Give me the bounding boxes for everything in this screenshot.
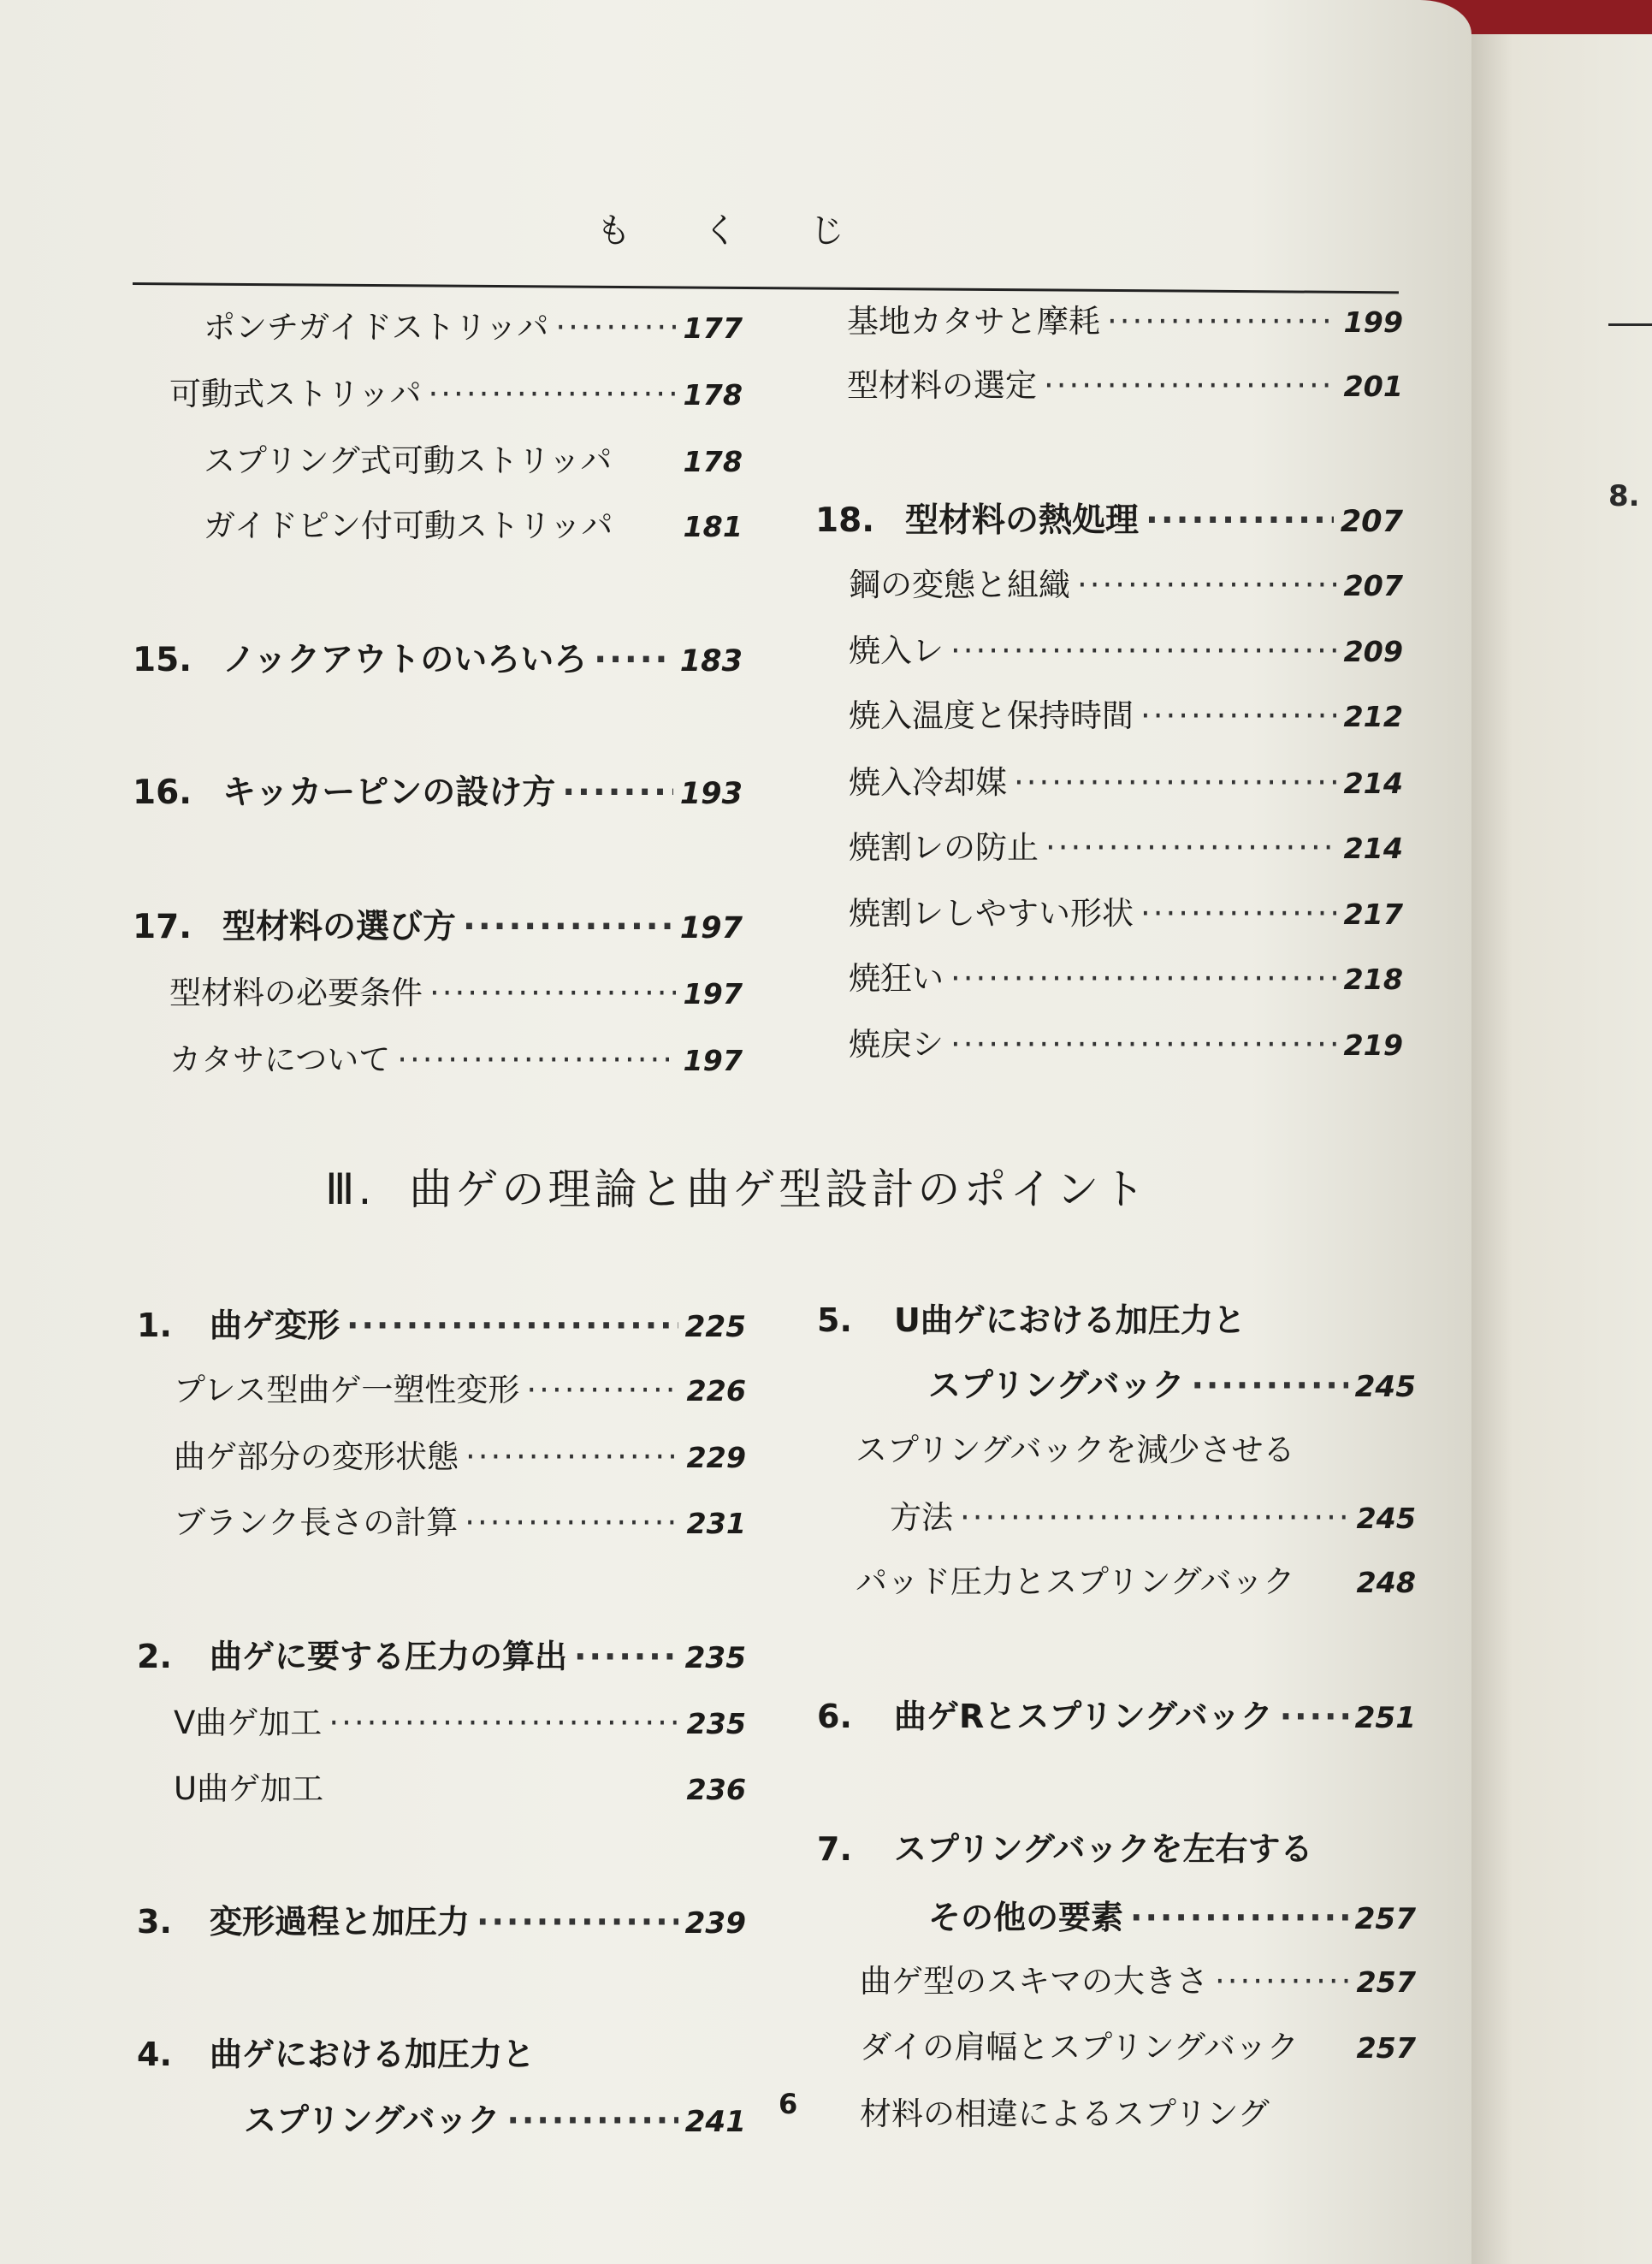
leader-dots [950,1026,1336,1063]
toc-label: キッカーピンの設け方 [222,773,556,812]
toc-label: 焼戻シ [849,1026,944,1063]
toc-entry [856,1424,1416,1470]
adjacent-page [1446,34,1652,2264]
chapter-number: 16. [133,773,192,812]
toc-label: カタサについて [169,1041,391,1078]
toc-page-number: 178 [683,378,743,412]
toc-label: スプリング式可動ストリッパ [204,442,613,479]
section-title [325,1155,1148,1217]
toc-label: 可動式ストリッパ [169,376,422,412]
toc-label: 方法 [890,1499,953,1536]
leader-dots [526,1372,679,1408]
leader-dots [950,960,1336,997]
toc-page-number: 207 [1340,504,1403,539]
toc-entry [849,821,1403,868]
chapter-number: 2. [137,1638,172,1675]
toc-entry [849,756,1403,803]
toc-page-number: 257 [1356,2031,1416,2065]
toc-chapter-entry [137,1299,746,1346]
toc-page-number: 181 [683,510,743,543]
toc-page-number: 214 [1343,767,1403,800]
toc-entry [204,500,743,546]
toc-entry [860,2088,1416,2134]
toc-label: U曲ゲにおける加圧力と [894,1301,1246,1339]
leader-dots [1130,1899,1348,1936]
leader-dots [1107,303,1336,340]
toc-page-number: 183 [679,643,743,679]
toc-label: V曲ゲ加工 [174,1704,323,1741]
toc-label: U曲ゲ加工 [174,1770,324,1807]
toc-label: ポンチガイドストリッパ [204,309,549,346]
toc-entry [169,368,743,414]
toc-page-number: 257 [1356,1965,1416,1999]
toc-label: 焼割レしやすい形状 [849,895,1134,932]
chapter-number: 1. [137,1307,172,1344]
toc-label: 曲ゲ部分の変形状態 [174,1438,459,1475]
toc-page-number: 199 [1343,305,1403,339]
toc-chapter-entry [815,494,1403,542]
toc-entry [849,952,1403,999]
toc-label: 焼入冷却媒 [849,764,1007,801]
toc-entry [849,1018,1403,1064]
leader-dots [1045,829,1336,866]
toc-label: 型材料の必要条件 [169,975,423,1011]
toc-label: ノックアウトのいろいろ [222,641,588,679]
toc-label: 型材料の熱処理 [905,501,1140,540]
toc-label: スプリングバック [928,1366,1185,1404]
toc-entry-continuation [928,1359,1416,1406]
leader-dots [555,309,676,346]
toc-entry [860,2021,1416,2067]
toc-label: 焼入温度と保持時間 [849,697,1134,734]
toc-chapter-entry [137,1630,746,1677]
toc-entry [174,1431,746,1477]
toc-entry [860,1955,1416,2001]
toc-chapter-entry [137,1895,746,1942]
toc-chapter-entry [133,766,743,814]
toc-page-number: 229 [686,1441,746,1474]
leader-dots [594,641,672,679]
toc-chapter-entry [137,2028,746,2075]
toc-entry [856,1556,1416,1602]
toc-chapter-entry [133,633,743,681]
leader-dots [1140,895,1336,932]
toc-page-number: 214 [1343,832,1403,865]
leader-dots [950,632,1336,669]
toc-entry [169,967,743,1013]
toc-entry-continuation [890,1491,1416,1538]
toc-entry [174,1763,746,1809]
toc-page-number: 197 [683,977,743,1011]
toc-page-number: 226 [686,1374,746,1408]
toc-page-number: 251 [1354,1701,1416,1735]
leader-dots [346,1307,678,1344]
adjacent-page-number-fragment: 8. [1608,479,1640,513]
section-heading: 曲ゲの理論と曲ゲ型設計のポイント [409,1165,1149,1214]
toc-label: 曲ゲ型のスキマの大きさ [860,1963,1208,2000]
toc-page-number: 212 [1343,700,1403,733]
toc-label: スプリングバックを減少させる [856,1431,1295,1468]
toc-label: 焼狂い [849,960,944,997]
leader-dots [1280,1698,1348,1735]
toc-page-number: 235 [686,1707,746,1740]
chapter-number: 17. [133,908,192,946]
chapter-number: 18. [815,501,875,540]
toc-page-number: 245 [1356,1502,1416,1535]
toc-page-number: 197 [683,1044,743,1077]
toc-page-number: 241 [684,2105,746,2139]
toc-label: スプリングバック [244,2101,500,2139]
toc-label: 材料の相違によるスプリング [860,2095,1270,2132]
leader-dots [1077,566,1336,603]
toc-page-number: 218 [1343,963,1403,996]
toc-page-number: 201 [1343,370,1403,403]
toc-page-number: 217 [1343,898,1403,931]
toc-entry [849,559,1403,605]
leader-dots [506,2101,678,2139]
toc-label: 鋼の変態と組織 [849,566,1070,603]
toc-page-number: 209 [1343,635,1403,668]
toc-label: 曲ゲ変形 [210,1307,340,1344]
leader-dots [1146,501,1334,540]
chapter-number: 3. [137,1903,172,1941]
toc-entry [169,1034,743,1080]
toc-label: 型材料の選び方 [222,908,457,946]
toc-label: 焼割レの防止 [849,829,1039,866]
leader-dots [329,1704,679,1741]
leader-dots [960,1499,1349,1536]
toc-entry [174,1364,746,1410]
leader-dots [1044,367,1336,404]
toc-page-number: 231 [686,1507,746,1540]
toc-page-number: 239 [684,1906,746,1941]
chapter-number: 4. [137,2036,172,2073]
toc-label: 曲ゲにおける加圧力と [210,2036,536,2073]
toc-label: 曲ゲに要する圧力の算出 [210,1638,568,1675]
leader-dots [562,773,673,812]
chapter-number: 15. [133,641,192,679]
toc-page-number: 207 [1343,569,1403,602]
leader-dots [1191,1366,1347,1404]
toc-page-number: 178 [683,445,743,478]
section-numeral: Ⅲ. [325,1165,376,1214]
toc-page-number: 177 [683,311,743,345]
toc-page-number: 225 [684,1310,746,1344]
toc-page-number: 236 [686,1773,746,1806]
toc-label: 焼入レ [849,632,944,669]
leader-dots [1140,697,1336,734]
adjacent-page-rule [1608,323,1652,326]
toc-page-number: 248 [1356,1566,1416,1599]
leader-dots [1014,764,1336,801]
leader-dots [1215,1963,1349,2000]
toc-label: プレス型曲ゲ一塑性変形 [174,1372,520,1408]
toc-label: パッド圧力とスプリングバック [856,1563,1295,1600]
leader-dots [465,1504,679,1541]
toc-entry [849,625,1403,671]
toc-label: 基地カタサと摩耗 [847,303,1100,340]
toc-entry [847,359,1403,406]
leader-dots [465,1438,679,1475]
toc-chapter-entry [133,900,743,948]
toc-label: スプリングバックを左右する [894,1830,1313,1868]
toc-page-number: 219 [1343,1028,1403,1062]
toc-entry [849,690,1403,736]
toc-chapter-entry [817,1294,1416,1341]
toc-label: ガイドピン付可動ストリッパ [204,507,613,544]
toc-entry-continuation [244,2094,746,2141]
toc-entry [174,1697,746,1743]
page-header: も く じ [596,211,875,251]
leader-dots [477,1903,678,1941]
toc-page-number: 257 [1354,1902,1416,1936]
chapter-number: 7. [817,1830,852,1868]
leader-dots [463,908,673,946]
header-rule [133,282,1399,293]
toc-page-number: 197 [679,910,743,945]
chapter-number: 6. [817,1698,852,1735]
toc-entry [849,887,1403,933]
toc-label: その他の要素 [928,1899,1124,1936]
toc-entry [174,1496,746,1543]
leader-dots [429,975,676,1011]
toc-entry [204,301,743,347]
leader-dots [429,376,677,412]
leader-dots [574,1638,678,1675]
toc-page-number: 235 [684,1641,746,1675]
toc-entry-continuation [928,1891,1416,1938]
toc-page-number: 245 [1354,1370,1416,1404]
toc-chapter-entry [817,1822,1416,1870]
toc-label: ダイの肩幅とスプリングバック [860,2029,1299,2065]
toc-entry [204,435,743,481]
toc-label: 曲ゲRとスプリングバック [894,1698,1273,1735]
toc-entry [847,295,1403,341]
toc-label: ブランク長さの計算 [174,1504,459,1541]
page-number: 6 [779,2088,798,2120]
toc-label: 型材料の選定 [847,367,1037,404]
toc-page-number: 193 [679,776,743,811]
toc-label: 変形過程と加圧力 [210,1903,471,1941]
leader-dots [397,1041,676,1078]
chapter-number: 5. [817,1301,852,1339]
toc-chapter-entry [817,1690,1416,1737]
